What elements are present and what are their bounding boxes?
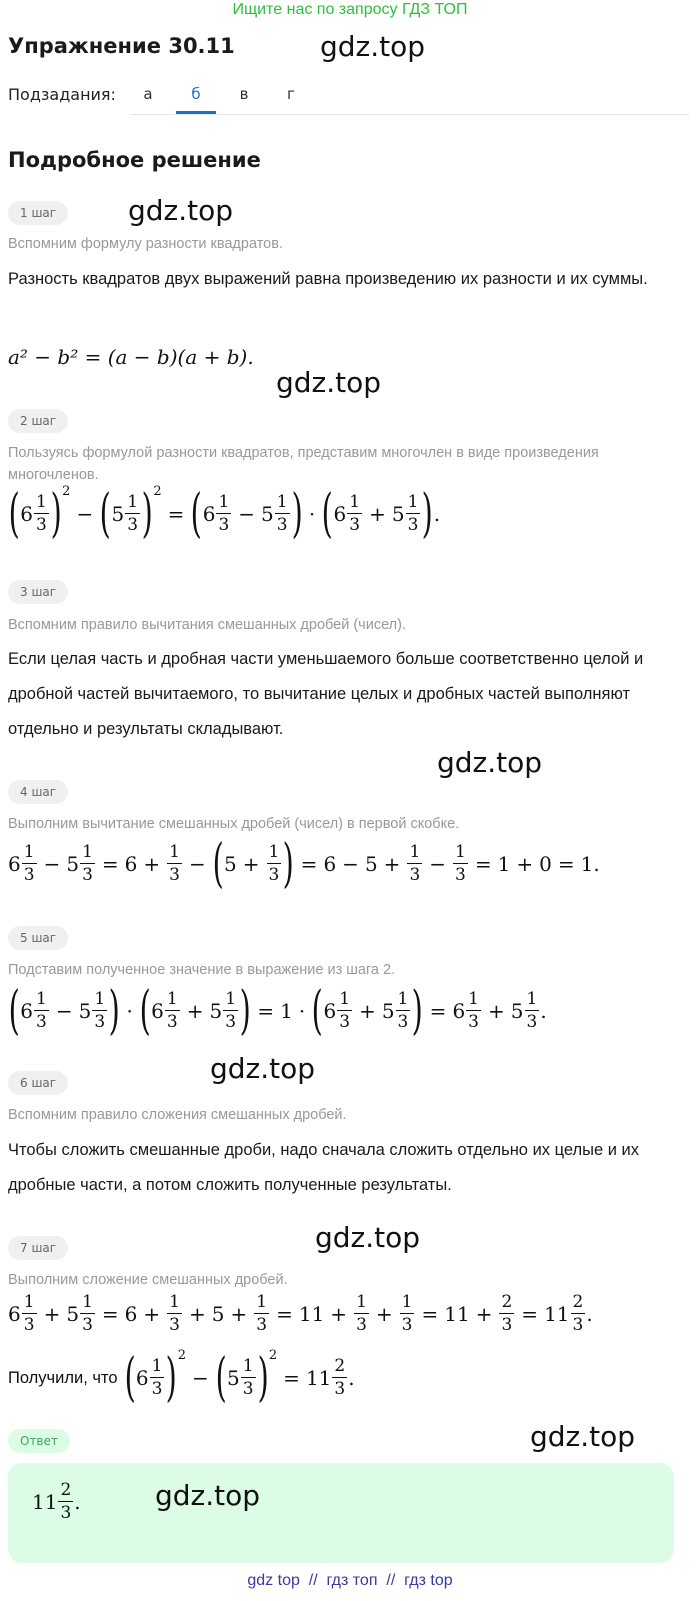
formula-difference-of-squares: a² − b² = (a − b)(a + b). — [8, 345, 254, 369]
watermark: gdz.top — [320, 30, 426, 63]
conclusion-line: Получили, что ( 6 $\frac{1}{3}$ ) 2 − ( 5 $\frac{1}{3}$ ) 2 = 11 $\frac{2}{3}$ . — [8, 1348, 355, 1408]
answer-tail: . — [74, 1490, 81, 1514]
step-text: Если целая часть и дробная части уменьшаемого больше соответственно целой и дробной частей вычитаемого, то вычитание целых и дробных частей выполняют отдельно и результаты складывают. — [8, 650, 644, 738]
subtasks-label: Подзадания: — [8, 85, 116, 104]
footer-links[interactable]: gdz top // гдз топ // гдз top — [247, 1572, 453, 1589]
tab-v[interactable]: в — [239, 85, 249, 103]
answer-badge: Ответ — [8, 1429, 70, 1453]
watermark: gdz.top — [155, 1479, 261, 1512]
step-badge: 1 шаг — [8, 201, 68, 225]
conclusion-text: Получили, что — [8, 1368, 118, 1387]
answer-numerator: 2 — [60, 1480, 72, 1500]
formula-step-7: 6 $\frac{1}{3}$ + 5 $\frac{1}{3}$ = 6 + $\frac{1}{3}$ + 5 + $\frac{1}{3}$ = 11 + $\frac{1}{3}$ + $\frac{1}{3}$ = 11 + $\frac{2}{3}$ = 11 $\frac{2}{3}$ . — [8, 1292, 593, 1335]
step-hint — [8, 959, 395, 981]
answer-value — [32, 1482, 81, 1522]
step-badge: 2 шаг — [8, 409, 68, 433]
promo-banner: Ищите нас по запросу ГДЗ ТОП — [232, 1, 468, 18]
answer-whole: 11 — [32, 1490, 58, 1514]
step-badge: 3 шаг — [8, 580, 68, 604]
watermark: gdz.top — [315, 1221, 421, 1254]
formula-step-5: ( 6 $\frac{1}{3}$ − 5 $\frac{1}{3}$ ) · ( 6 $\frac{1}{3}$ + 5 $\frac{1}{3}$ ) = 1 · ( 6 $\frac{1}{3}$ + 5 $\frac{1}{3}$ ) = 6 $\frac{1}{3}$ + 5 $\frac{1}{3}$ . — [8, 981, 547, 1041]
step-ref-number: 2. — [383, 962, 396, 978]
tab-b[interactable]: б — [191, 85, 201, 103]
solution-heading: Подробное решение — [8, 148, 261, 172]
formula-step-2: ( 6 $\frac{1}{3}$ ) 2 − ( 5 $\frac{1}{3}$ ) 2 = ( 6 $\frac{1}{3}$ − 5 $\frac{1}{3}$ ) · ( 6 $\frac{1}{3}$ + 5 $\frac{1}{3}$ ) . — [8, 484, 441, 544]
answer-box — [8, 1463, 674, 1563]
watermark: gdz.top — [437, 746, 543, 779]
tab-a[interactable]: а — [143, 85, 153, 103]
formula-step-4: 6 $\frac{1}{3}$ − 5 $\frac{1}{3}$ = 6 + $\frac{1}{3}$ − ( 5 + $\frac{1}{3}$ ) = 6 − 5 + $\frac{1}{3}$ − $\frac{1}{3}$ = 1 + 0 = 1. — [8, 834, 600, 894]
step-text: Чтобы сложить смешанные дроби, надо сначала сложить отдельно их целые и их дробные части, а потом сложить полученные результаты. — [8, 1141, 640, 1194]
step-hint: Пользуясь формулой разности квадратов, представим многочлен в виде произведения многочленов. — [8, 445, 599, 483]
step-badge: 6 шаг — [8, 1071, 68, 1095]
step-text: Разность квадратов двух выражений равна произведению их разности и их суммы. — [8, 270, 648, 288]
tabs-divider — [130, 114, 690, 115]
watermark: gdz.top — [276, 366, 382, 399]
step-hint: Выполним вычитание смешанных дробей (чисел) в первой скобке. — [8, 816, 460, 832]
watermark: gdz.top — [128, 194, 234, 227]
watermark: gdz.top — [210, 1052, 316, 1085]
step-hint-text: Подставим полученное значение в выражение из шага — [8, 962, 379, 978]
step-hint: Вспомним формулу разности квадратов. — [8, 236, 283, 252]
step-badge: 5 шаг — [8, 926, 68, 950]
tab-g[interactable]: г — [287, 85, 295, 103]
step-badge: 4 шаг — [8, 780, 68, 804]
step-badge: 7 шаг — [8, 1236, 68, 1260]
step-hint: Вспомним правило сложения смешанных дробей. — [8, 1107, 347, 1123]
active-tab-indicator — [176, 111, 216, 114]
answer-denominator: 3 — [60, 1503, 72, 1523]
step-hint: Вспомним правило вычитания смешанных дробей (чисел). — [8, 617, 406, 633]
step-hint: Выполним сложение смешанных дробей. — [8, 1272, 288, 1288]
page-title: Упражнение 30.11 — [8, 34, 235, 58]
watermark: gdz.top — [530, 1420, 636, 1453]
